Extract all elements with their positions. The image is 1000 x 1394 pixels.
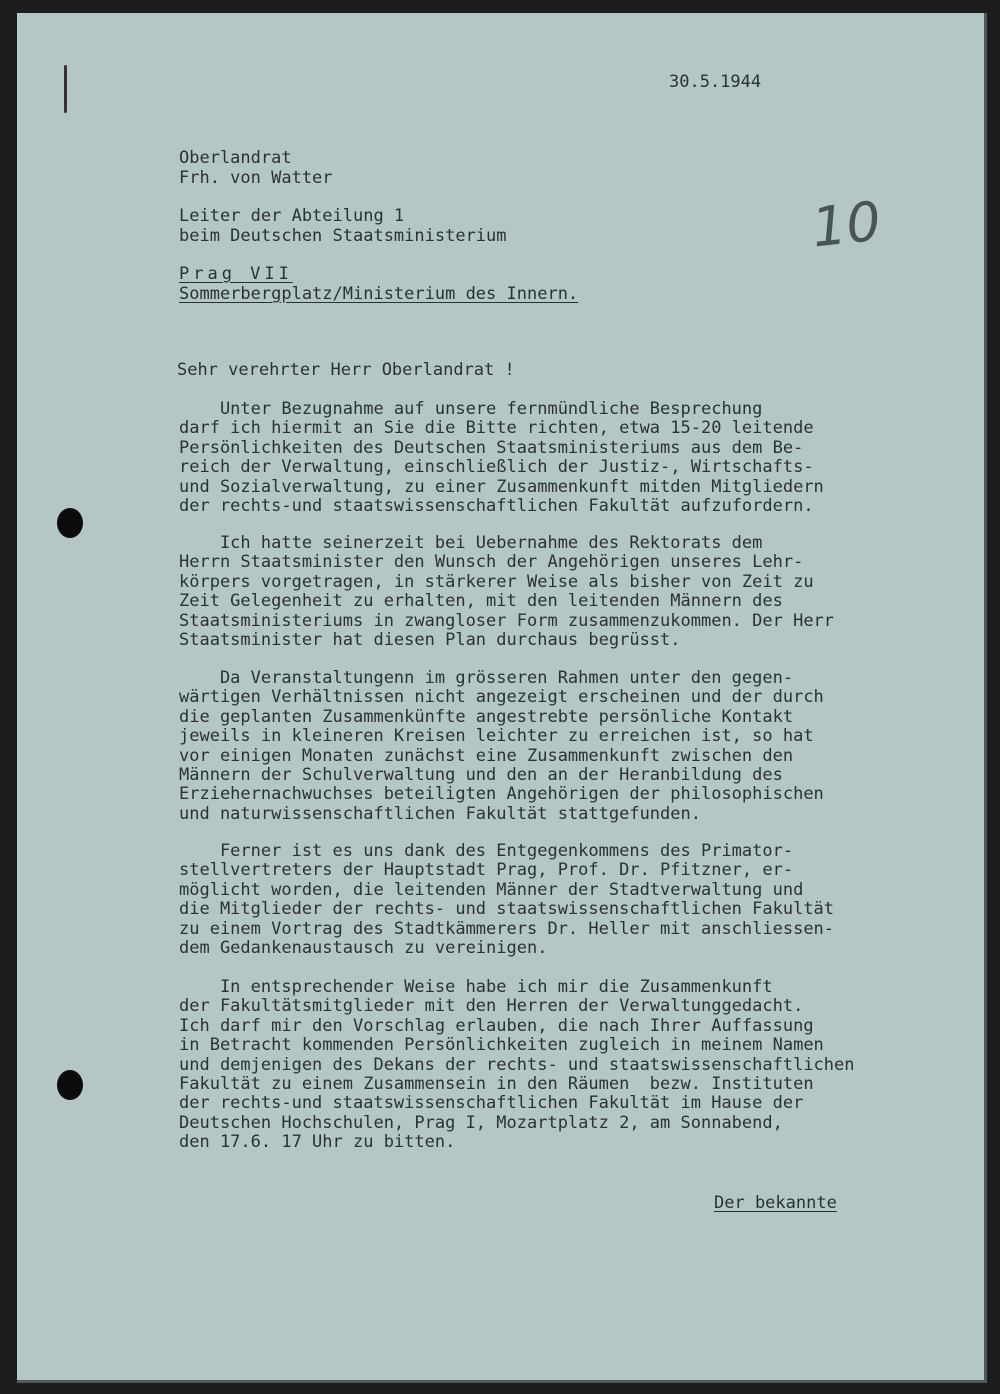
salutation: Sehr verehrter Herr Oberlandrat !	[177, 360, 515, 380]
recipient-name: Frh. von Watter	[179, 168, 333, 188]
paragraph-4: Ferner ist es uns dank des Entgegenkommens des Primator- stellvertreters der Hauptstadt Prag, Prof. Dr. Pfitzner, er- möglicht worden, die leitenden Männer der Stadtverwaltung und die Mitglieder der rechts- und staatswissenschaftlichen Fakultät zu einem Vortrag des Stadtkämmerers Dr. Heller mit anschliessen- dem Gedankenaustausch zu vereinigen.	[179, 841, 835, 959]
recipient-title: Oberlandrat	[179, 148, 292, 168]
recipient-city: Prag VII	[179, 264, 293, 284]
paragraph-1: Unter Bezugnahme auf unsere fernmündliche Besprechung darf ich hiermit an Sie die Bitte richten, etwa 15-20 leitende Persönlichkeiten des Deutschen Staatsministeriums aus dem Be- reich der Verwaltung, einschließlich der Justiz-, Wirtschafts- und Sozialverwaltung, zu einer Zusammenkunft mitden Mitgliedern der rechts-und staatswissenschaftlichen Fakultät aufzufordern.	[179, 399, 824, 517]
recipient-ministry: beim Deutschen Staatsministerium	[179, 226, 507, 246]
punch-hole-top	[57, 508, 83, 538]
letter-page	[17, 13, 987, 1383]
recipient-department: Leiter der Abteilung 1	[179, 206, 405, 226]
margin-mark	[64, 65, 67, 113]
paragraph-2: Ich hatte seinerzeit bei Uebernahme des Rektorats dem Herrn Staatsminister den Wunsch der Angehörigen unseres Lehr- körpers vorgetragen, in stärkerer Weise als bisher von Zeit zu Zeit Gelegenheit zu erhalten, mit den leitenden Männern des Staatsministeriums in zwangloser Form zusammenzukommen. Der Herr Staatsminister hat diesen Plan durchaus begrüsst.	[179, 533, 835, 651]
paragraph-3: Da Veranstaltungenn im grösseren Rahmen unter den gegen- wärtigen Verhältnissen nicht angezeigt erscheinen und der durch die geplanten Zusammenkünfte angestrebte persönliche Kontakt jeweils in kleineren Kreisen leichter zu erreichen ist, so hat vor einigen Monaten zunächst eine Zusammenkunft zwischen den Männern der Schulverwaltung und den an der Heranbildung des Erziehernachwuchses beteiligten Angehörigen der philosophischen und naturwissenschaftlichen Fakultät stattgefunden.	[179, 668, 824, 824]
recipient-street: Sommerbergplatz/Ministerium des Innern.	[179, 284, 579, 304]
closing-line: Der bekannte	[714, 1193, 837, 1213]
handwritten-page-number: 10	[808, 189, 884, 260]
paragraph-5: In entsprechender Weise habe ich mir die Zusammenkunft der Fakultätsmitglieder mit den Herren der Verwaltunggedacht. Ich darf mir den Vorschlag erlauben, die nach Ihrer Auffassung in Betracht kommenden Persönlichkeiten zugleich in meinem Namen und demjenigen des Dekans der rechts- und staatswissenschaftlichen Fakultät zu einem Zusammensein in den Räumen bezw. Instituten der rechts-und staatswissenschaftlichen Fakultät im Hause der Deutschen Hochschulen, Prag I, Mozartplatz 2, am Sonnabend, den 17.6. 17 Uhr zu bitten.	[179, 977, 855, 1153]
letter-date: 30.5.1944	[669, 72, 762, 92]
punch-hole-bottom	[57, 1070, 83, 1100]
